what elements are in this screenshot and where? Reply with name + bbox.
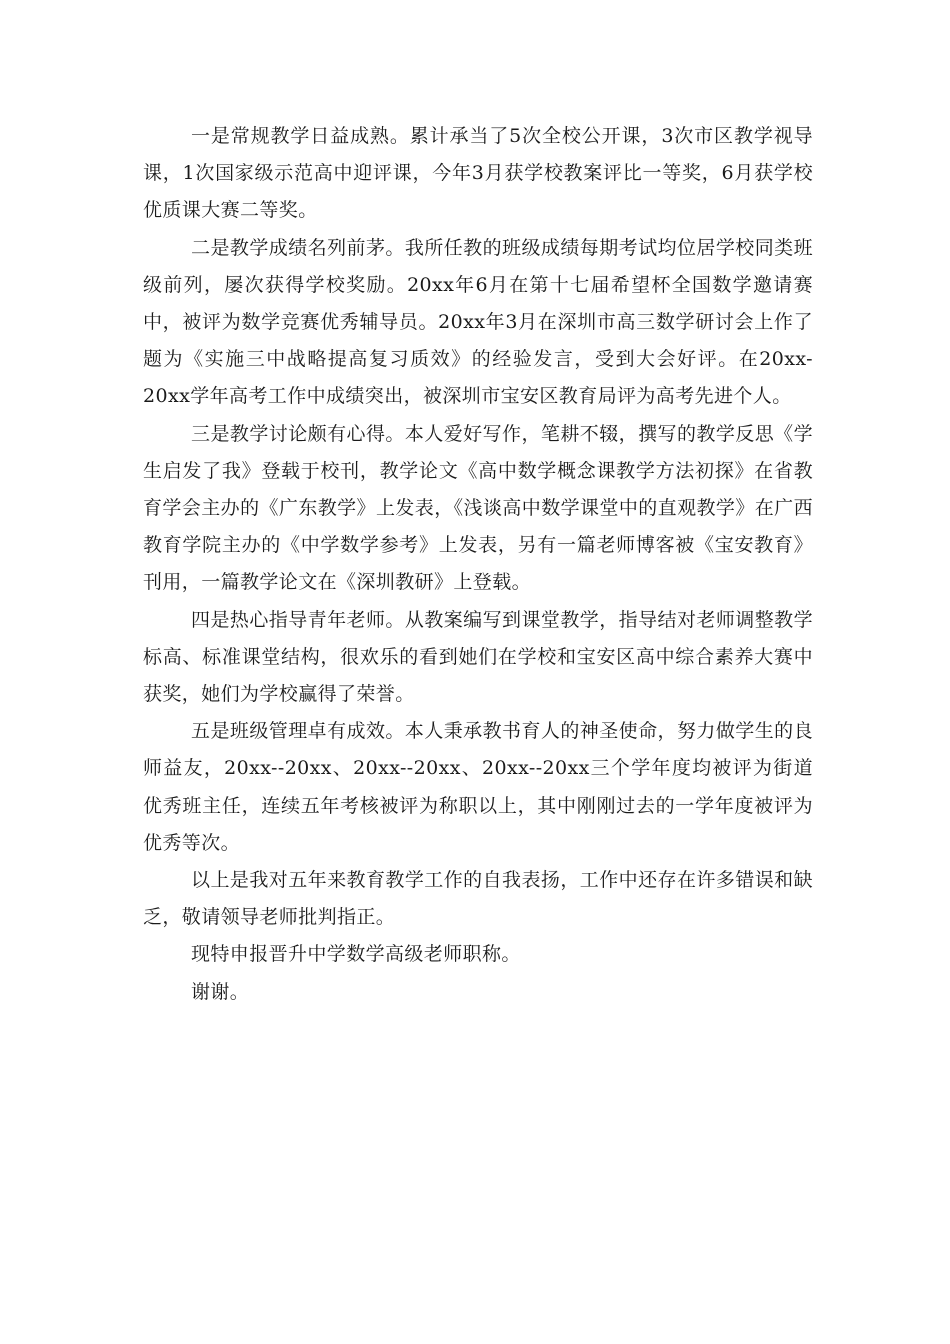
document-body xyxy=(143,118,813,1011)
paragraph-mentoring: 四是热心指导青年老师。从教案编写到课堂教学，指导结对老师调整教学标高、标准课堂结构，很欢乐的看到她们在学校和宝安区高中综合素养大赛中获奖，她们为学校赢得了荣誉。 xyxy=(143,608,813,706)
paragraph-thanks: 谢谢。 xyxy=(191,980,250,1003)
paragraph-teaching-research: 三是教学讨论颇有心得。本人爱好写作，笔耕不辍，撰写的教学反思《学生启发了我》登载于校刊，教学论文《高中数学概念课教学方法初探》在省教育学会主办的《广东教学》上发表，《浅谈高中数学课堂中的直观教学》在广西教育学院主办的《中学数学参考》上发表，另有一篇老师博客被《宝安教育》刊用，一篇教学论文在《深圳教研》上登载。 xyxy=(143,422,813,594)
paragraph-teaching-results: 二是教学成绩名列前茅。我所任教的班级成绩每期考试均位居学校同类班级前列，屡次获得学校奖励。20xx年6月在第十七届希望杯全国数学邀请赛中，被评为数学竞赛优秀辅导员。20xx年3月在深圳市高三数学研讨会上作了题为《实施三中战略提高复习质效》的经验发言，受到大会好评。在20xx-20xx学年高考工作中成绩突出，被深圳市宝安区教育局评为高考先进个人。 xyxy=(143,236,813,408)
paragraph-class-management: 五是班级管理卓有成效。本人秉承教书育人的神圣使命，努力做学生的良师益友，20xx--20xx、20xx--20xx、20xx--20xx三个学年度均被评为街道优秀班主任，连续五年考核被评为称职以上，其中刚刚过去的一学年度被评为优秀等次。 xyxy=(143,720,813,854)
paragraph-teaching-routine: 一是常规教学日益成熟。累计承当了5次全校公开课，3次市区教学视导课，1次国家级示范高中迎评课，今年3月获学校教案评比一等奖，6月获学校优质课大赛二等奖。 xyxy=(143,125,813,222)
paragraph-application: 现特申报晋升中学数学高级老师职称。 xyxy=(191,943,521,966)
paragraph-summary: 以上是我对五年来教育教学工作的自我表扬，工作中还存在许多错误和缺乏，敬请领导老师批判指正。 xyxy=(143,869,813,929)
